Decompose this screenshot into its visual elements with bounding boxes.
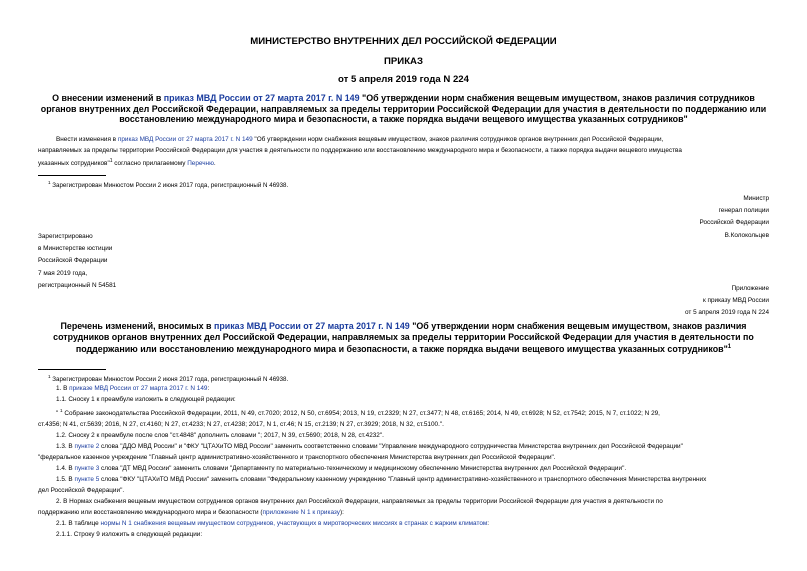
intro-text-d: согласно прилагаемому	[112, 160, 188, 168]
footnote-2-divider	[38, 369, 106, 370]
intro-text-c: указанных сотрудников"	[38, 160, 110, 168]
item-1-5	[38, 474, 778, 485]
item-1-3-text-a: 1.3. В	[56, 443, 75, 451]
quote-footnote-mark: 1	[60, 408, 63, 413]
item-2-cont	[38, 507, 778, 518]
signature-rank: генерал полиции	[718, 207, 769, 215]
item-2-text: поддержанию или восстановлению международного мира и безопасности (	[38, 509, 263, 517]
item-1-colon: :	[207, 385, 210, 392]
registration-block	[38, 231, 238, 292]
item-1-3-text-b: слова "ДДО МВД России" и "ФКУ "ЦТАХиТО МВД России" заменить соответственно словами "Управление международного сотрудничества Министерства внутренних дел Российской Федерации"	[99, 443, 683, 451]
item-2-1	[38, 518, 778, 529]
doc-date: от 5 апреля 2019 года N 224	[338, 74, 469, 85]
intro-text-a: Внести изменения в	[56, 136, 118, 143]
item-2-annex-link[interactable]: приложение N 1 к приказу	[262, 509, 340, 517]
footnote-1-text: Зарегистрирован Минюстом России 2 июня 2017 года, регистрационный N 46938.	[50, 182, 289, 190]
title-pre: О внесении изменений в	[52, 93, 164, 103]
item-1-5-cont: дел Российской Федерации".	[38, 487, 125, 495]
item-1	[38, 383, 778, 394]
quote-open: "	[56, 410, 61, 418]
item-1-3	[38, 441, 778, 452]
appendix-line-2: к приказу МВД России	[702, 297, 769, 304]
intro-order-link[interactable]: приказ МВД России от 27 марта 2017 г. N 149	[117, 136, 253, 143]
item-2-1-norm-link[interactable]: нормы N 1 снабжения вещевым имуществом сотрудников, участвующих в миротворческих миссиях в странах с жарким климатом	[100, 520, 488, 528]
document-title	[20, 93, 787, 125]
intro-text-e: .	[213, 160, 216, 168]
title-line-3: восстановлению международного мира и безопасности, а также порядка выдачи вещевого имущества указанных сотрудников"	[119, 114, 688, 125]
changes-list	[38, 383, 778, 540]
list-title-post: "Об утверждении норм снабжения вещевым имуществом, знаков различия	[409, 321, 747, 331]
list-title-line-2: сотрудников органов внутренних дел Российской Федерации, направляемых за пределы территории Российской Федерации для участия в деятельности по	[53, 331, 754, 342]
item-1-4-text-b: слова "ДТ МВД России" заменить словами "Департаменту по материально-техническому и медицинскому обеспечению Министерства внутренних дел Российской Федерации".	[99, 465, 627, 473]
title-order-link[interactable]: приказ МВД России от 27 марта 2017 г. N 149	[163, 93, 360, 103]
item-1-3-cont: "федеральное казенное учреждение "Главный центр административно-хозяйственного и транспортного обеспечения Министерства внутренних дел Российской Федерации".	[38, 454, 556, 462]
signature-block	[569, 193, 769, 242]
footnote-1	[48, 178, 288, 190]
registration-line-4: 7 мая 2019 года,	[38, 269, 88, 277]
intro-line-2: направляемых за пределы территории Российской Федерации для участия в деятельности по поддержанию или восстановлению международного мира и безопасности, а также порядка выдачи вещевого имущества	[38, 147, 682, 154]
quote-line-1	[38, 405, 778, 419]
item-2-end: ):	[339, 509, 344, 517]
item-1-4-text-a: 1.4. В	[56, 465, 75, 473]
registration-line-1: Зарегистрировано	[38, 233, 93, 240]
list-title-line-3: поддержанию или восстановлению международного мира и безопасности, а также порядка выдачи вещевого имущества указанных сотрудников"	[75, 344, 728, 355]
intro-paragraph	[38, 134, 778, 169]
title-line-2: органов внутренних дел Российской Федерации, направляемых за пределы территории Российской Федерации для участия в деятельности по поддержанию или	[40, 103, 767, 114]
doc-type: ПРИКАЗ	[384, 56, 423, 67]
signature-title: Министр	[743, 195, 769, 202]
ministry-heading: МИНИСТЕРСТВО ВНУТРЕННИХ ДЕЛ РОССИЙСКОЙ ФЕДЕРАЦИИ	[250, 36, 557, 47]
footnote-1-mark: 1	[48, 180, 51, 185]
footnote-2-text: Зарегистрирован Минюстом России 2 июня 2017 года, регистрационный N 46938.	[50, 376, 289, 384]
item-1-text: 1. В	[56, 385, 70, 392]
appendix-line-3: от 5 апреля 2019 года N 224	[684, 309, 769, 316]
item-1-4	[38, 463, 778, 474]
item-2-1-1: 2.1.1. Строку 9 изложить в следующей редакции:	[56, 531, 203, 539]
title-post: "Об утверждении норм снабжения вещевым имуществом, знаков различия сотрудников	[359, 93, 755, 103]
item-1-5-text-b: слова "ФКУ "ЦТАХиТО МВД России" заменить словами "Федеральному казенному учреждению "Главный центр административно-хозяйственного и транспортного обеспечения Министерства внутренних	[99, 476, 707, 484]
item-1-order-link[interactable]: приказе МВД России от 27 марта 2017 г. N 149	[69, 385, 208, 392]
footnote-2-mark: 1	[48, 374, 51, 379]
footnote-ref[interactable]: 1	[109, 158, 113, 164]
list-title	[20, 321, 787, 355]
registration-line-2: в Министерстве юстиции	[38, 245, 113, 253]
list-title-order-link[interactable]: приказ МВД России от 27 марта 2017 г. N 149	[213, 321, 410, 331]
item-1-3-link[interactable]: пункте 2	[74, 443, 100, 451]
registration-line-3: Российской Федерации	[38, 257, 108, 265]
item-1-1: 1.1. Сноску 1 к преамбуле изложить в следующей редакции:	[56, 396, 236, 403]
footnote-divider	[38, 175, 106, 176]
registration-line-5: регистрационный N 54581	[38, 281, 117, 289]
annex-list-link[interactable]: Перечню	[187, 160, 214, 168]
item-1-5-link[interactable]: пункте 5	[74, 476, 100, 484]
appendix-block	[569, 283, 769, 319]
item-2-1-text: 2.1. В таблице	[56, 520, 101, 528]
appendix-line-1: Приложение	[731, 285, 769, 292]
item-2-1-colon: :	[487, 520, 490, 528]
signature-name: В.Колокольцев	[724, 231, 769, 239]
item-1-2: 1.2. Сноску 2 к преамбуле после слов "ст.4848" дополнить словами "; 2017, N 39, ст.5690; 2018, N 28, ст.4232".	[56, 432, 384, 440]
item-2: 2. В Нормах снабжения вещевым имуществом сотрудников органов внутренних дел Российской Федерации, направляемых за пределы территории Российской Федерации для участия в деятельности по	[56, 498, 663, 506]
item-1-4-link[interactable]: пункте 3	[74, 465, 100, 473]
list-title-footnote-ref[interactable]: 1	[727, 344, 732, 351]
intro-text-b: "Об утверждении норм снабжения вещевым имуществом, знаков различия сотрудников органов внутренних дел Российской Федерации,	[252, 136, 664, 143]
quote-text-1: Собрание законодательства Российской Федерации, 2011, N 49, ст.7020; 2012, N 50, ст.6954; 2013, N 19, ст.2329; N 27, ст.3477; N 48, ст.6165; 2014, N 49, ст.6928; N 52, ст.7542; 2015, N 7, ст.1022; N 29,	[62, 410, 660, 418]
quote-line-2: ст.4356; N 41, ст.5639; 2016, N 27, ст.4160; N 27, ст.4233; N 27, ст.4238; 2017, N 1, ст.46; N 15, ст.2139; N 27, ст.3929; 2018, N 32, ст.5100.".	[38, 421, 444, 429]
list-title-pre: Перечень изменений, вносимых в	[60, 321, 214, 331]
item-1-5-text-a: 1.5. В	[56, 476, 75, 484]
signature-country: Российской Федерации	[699, 219, 769, 227]
